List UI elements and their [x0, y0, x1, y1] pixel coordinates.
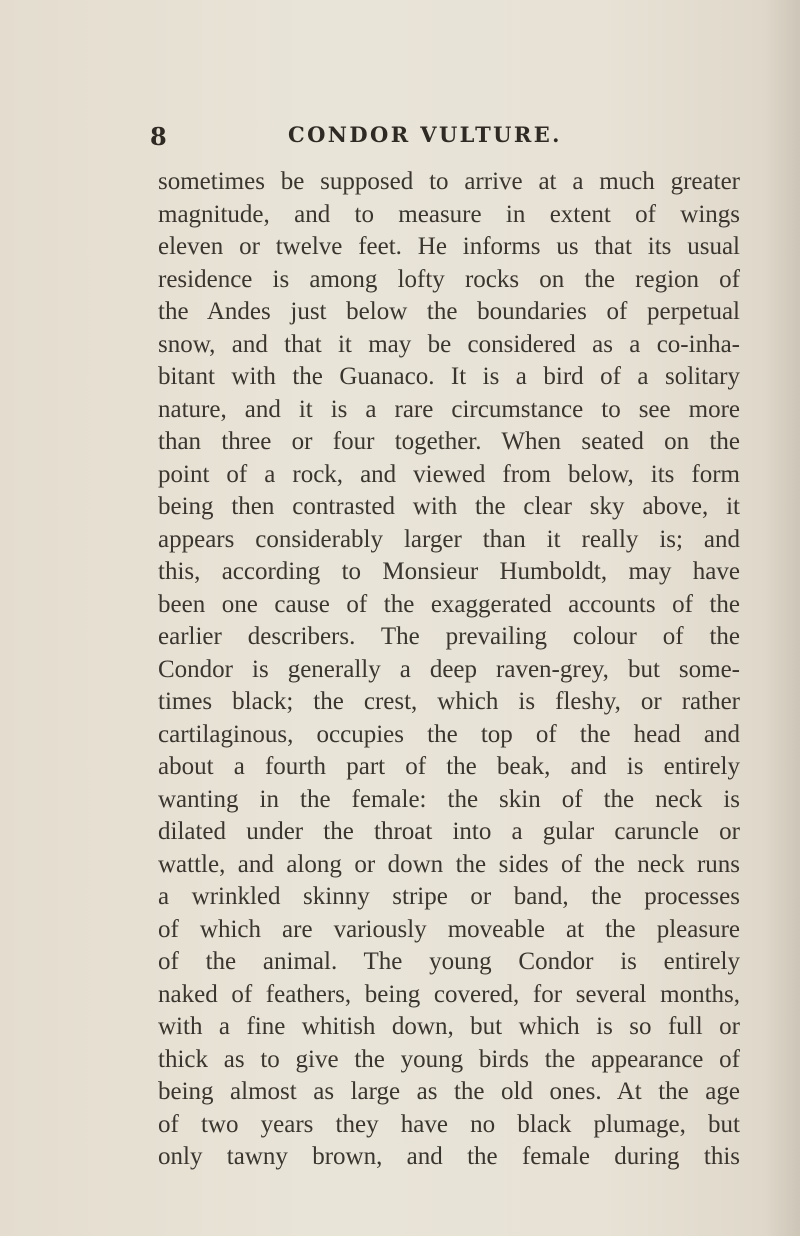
text-line: been one cause of the exaggerated accounts of the [158, 590, 740, 618]
text-line: times black; the crest, which is fleshy, or rather [158, 688, 740, 715]
text-line: being almost as large as the old ones. At the age [158, 1078, 740, 1105]
text-line: of which are variously moveable at the pleasure [158, 915, 740, 943]
text-line: of two years they have no black plumage, but [158, 1110, 740, 1138]
text-line: this, according to Monsieur Humboldt, may have [158, 558, 740, 585]
text-line: wattle, and along or down the sides of the neck runs [158, 850, 740, 878]
text-line: of the animal. The young Condor is entirely [158, 948, 740, 975]
text-line: a wrinkled skinny stripe or band, the processes [158, 883, 740, 910]
text-line: nature, and it is a rare circumstance to see more [158, 395, 740, 423]
text-line: about a fourth part of the beak, and is entirely [158, 753, 740, 780]
text-line: appears considerably larger than it really is; and [158, 525, 740, 553]
text-line: point of a rock, and viewed from below, its form [158, 460, 740, 488]
text-line: cartilaginous, occupies the top of the head and [158, 720, 740, 748]
running-title: CONDOR VULTURE. [288, 122, 562, 147]
text-line: Condor is generally a deep raven-grey, but some- [158, 655, 740, 683]
text-line: wanting in the female: the skin of the neck is [158, 785, 740, 813]
text-line: eleven or twelve feet. He informs us that its usual [158, 233, 740, 260]
text-line: dilated under the throat into a gular caruncle or [158, 818, 740, 845]
text-line: earlier describers. The prevailing colour of the [158, 623, 740, 650]
text-line: being then contrasted with the clear sky above, it [158, 493, 740, 520]
text-line: bitant with the Guanaco. It is a bird of a solitary [158, 363, 740, 390]
page-edge-shadow [764, 0, 800, 1236]
text-line: magnitude, and to measure in extent of wings [158, 200, 740, 228]
text-line: snow, and that it may be considered as a co-inha- [158, 330, 740, 358]
page-number: 8 [150, 122, 167, 151]
text-line: naked of feathers, being covered, for several months, [158, 980, 740, 1008]
page-header [150, 122, 750, 158]
text-line: sometimes be supposed to arrive at a much greater [158, 168, 740, 195]
text-line: than three or four together. When seated on the [158, 428, 740, 455]
text-line: thick as to give the young birds the appearance of [158, 1045, 740, 1073]
text-line: with a fine whitish down, but which is so full or [158, 1013, 740, 1040]
text-line: the Andes just below the boundaries of perpetual [158, 298, 740, 325]
text-line: residence is among lofty rocks on the region of [158, 265, 740, 293]
text-line: only tawny brown, and the female during this [158, 1143, 740, 1170]
body-text [158, 166, 740, 1174]
